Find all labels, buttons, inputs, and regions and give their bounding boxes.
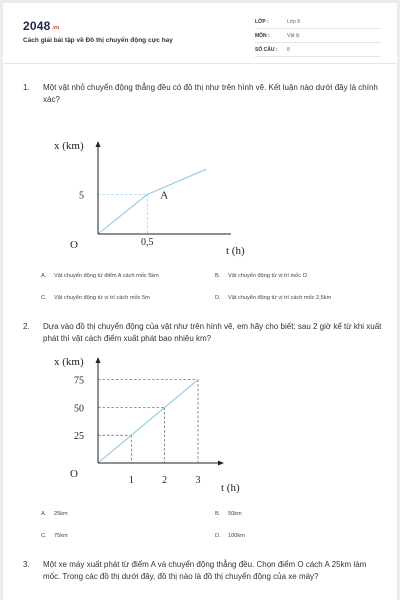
point-label: A — [160, 189, 169, 202]
option-text: 75km — [54, 533, 68, 539]
y-axis-arrow-icon — [96, 357, 101, 363]
question-text: Một vật nhỏ chuyển động thẳng đều có đồ thị như trên hình vẽ. Kết luận nào dưới đây là chính xác? — [43, 83, 378, 104]
meta-label: LỚP : — [255, 19, 269, 25]
y-tick-label: 75 — [74, 375, 84, 387]
option-letter: C. — [41, 533, 47, 539]
y-axis-label: x (km) — [54, 356, 84, 368]
meta-value: 8 — [287, 47, 290, 53]
option-2a[interactable] — [41, 511, 68, 517]
option-2d[interactable] — [215, 533, 245, 539]
question-number: 3. — [23, 560, 30, 569]
meta-row-grade — [255, 15, 381, 29]
option-letter: D. — [215, 533, 221, 539]
option-text: Vật chuyển động từ vị trí cách mốc 2,5km — [228, 295, 332, 301]
document-title: Cách giải bài tập về Đồ thị chuyển động cực hay — [23, 37, 173, 44]
option-text: Vật chuyển động từ vị trí mốc O — [228, 273, 307, 279]
option-text: 100km — [228, 533, 245, 539]
option-letter: B. — [215, 511, 221, 517]
x-tick-label: 3 — [195, 475, 201, 486]
option-letter: C. — [41, 295, 47, 301]
site-logo[interactable] — [23, 19, 59, 33]
chart-question-1 — [43, 139, 273, 263]
meta-value: Vật lý — [287, 33, 300, 39]
meta-label: MÔN : — [255, 33, 270, 39]
chart-series-layer — [98, 380, 198, 463]
meta-row-count — [255, 43, 381, 57]
x-tick-label: 0,5 — [141, 237, 154, 248]
meta-value: Lớp 8 — [287, 19, 301, 25]
x-axis-label: t (h) — [221, 482, 240, 494]
y-tick-label: 25 — [74, 431, 84, 443]
x-tick-label: 2 — [162, 475, 168, 486]
document-page — [3, 3, 397, 600]
option-1a[interactable] — [41, 273, 159, 279]
x-axis-label: t (h) — [226, 245, 245, 257]
chart-question-2 — [43, 349, 273, 501]
question-number: 1. — [23, 83, 30, 92]
option-letter: B. — [215, 273, 221, 279]
y-axis-arrow-icon — [96, 141, 101, 147]
x-axis-arrow-icon — [218, 461, 224, 466]
question-number: 2. — [23, 322, 30, 331]
option-letter: A. — [41, 273, 47, 279]
option-1d[interactable] — [215, 295, 331, 301]
x-tick-label: 1 — [128, 475, 134, 486]
header-divider — [3, 63, 397, 64]
option-text: Vật chuyển động từ vị trí cách mốc 5m — [54, 295, 150, 301]
origin-label: O — [70, 468, 78, 480]
series-line — [98, 380, 198, 463]
question-text: Dựa vào đồ thị chuyển động của vật như trên hình vẽ, em hãy cho biết: sau 2 giờ kể từ khi xuất phát thì vật cách điểm xuất phát bao nhiêu km? — [43, 322, 382, 343]
chart-series-layer — [98, 169, 206, 234]
option-text: 50km — [228, 511, 242, 517]
y-axis-label: x (km) — [54, 140, 84, 152]
meta-label: SỐ CÂU : — [255, 47, 278, 53]
option-1b[interactable] — [215, 273, 307, 279]
option-letter: D. — [215, 295, 221, 301]
option-text: 25km — [54, 511, 68, 517]
meta-row-subject — [255, 29, 381, 43]
option-2c[interactable] — [41, 533, 68, 539]
option-1c[interactable] — [41, 295, 150, 301]
origin-label: O — [70, 239, 78, 251]
series-line — [98, 169, 206, 234]
option-text: Vật chuyển động từ điểm A cách mốc 5km — [54, 273, 159, 279]
y-tick-label: 50 — [74, 403, 84, 415]
y-tick-label: 5 — [79, 190, 84, 202]
question-text: Một xe máy xuất phát từ điểm A và chuyển động thẳng đều. Chọn điểm O cách A 25km làm mốc. Trong các đồ thị dưới đây, đồ thị nào là đồ thị chuyển động của xe máy? — [43, 560, 367, 581]
logo-text: 2048 — [23, 19, 51, 33]
chart-labels-layer — [54, 140, 245, 257]
option-2b[interactable] — [215, 511, 242, 517]
option-letter: A. — [41, 511, 47, 517]
chart-labels-layer — [54, 356, 240, 494]
logo-suffix: .vn — [51, 25, 60, 31]
